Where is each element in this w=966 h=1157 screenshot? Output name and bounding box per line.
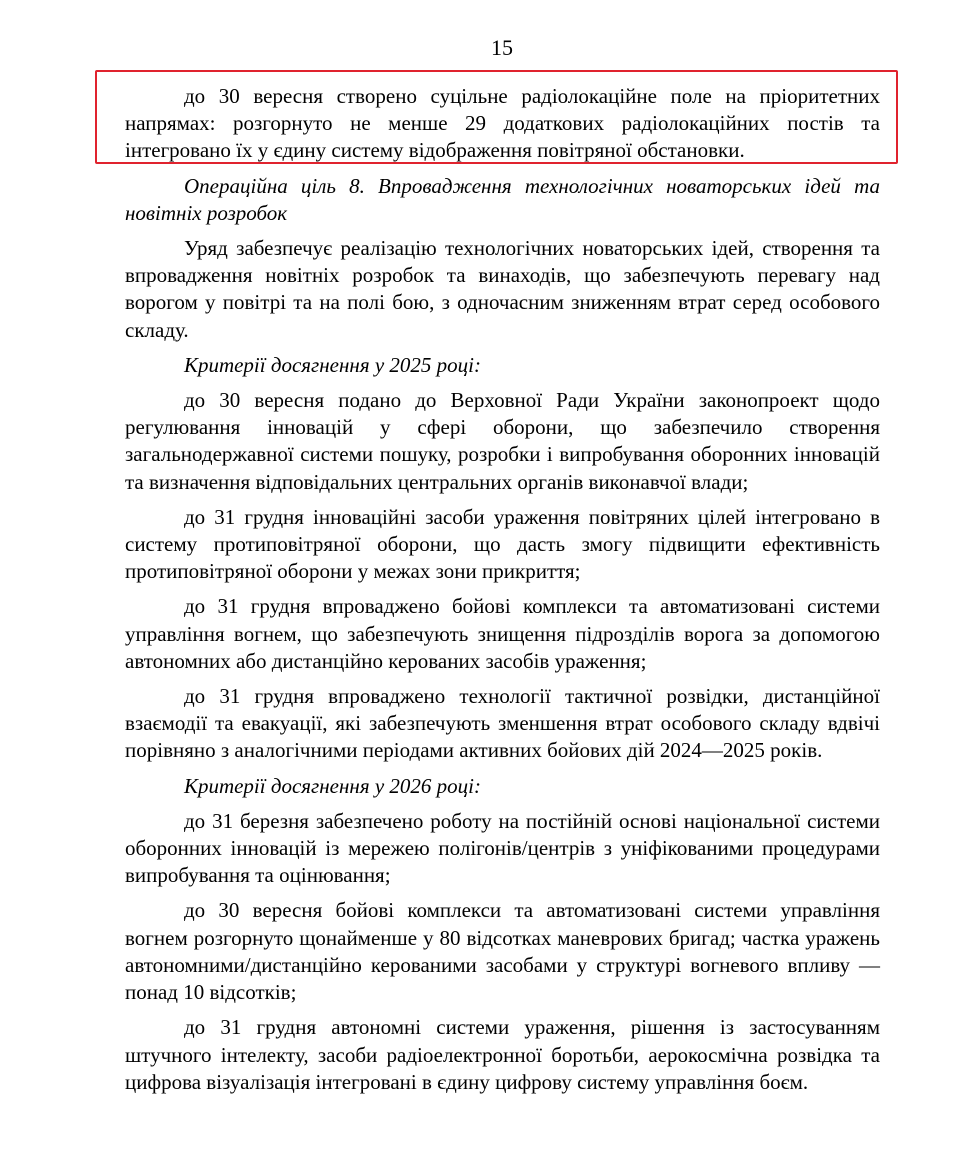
highlighted-paragraph: до 30 вересня створено суцільне радіолокаційне поле на пріоритетних напрямах: розгорнуто не менше 29 додаткових радіолокаційних постів та інтегровано їх у єдину систему відображення повітряної обстановки.	[125, 84, 880, 163]
objective-heading: Операційна ціль 8. Впровадження технологічних новаторських ідей та новітніх розробок	[125, 173, 880, 225]
criteria-2026-heading: Критерії досягнення у 2026 році:	[184, 773, 481, 798]
criteria-2025-item: до 30 вересня подано до Верховної Ради України законопроект щодо регулювання інновацій у сфері оборони, що забезпечило створення загальнодержавної системи пошуку, розробки і випробування оборонних інновацій та визначення відповідальних центральних органів виконавчої влади;	[125, 388, 880, 494]
criteria-2025-item: до 31 грудня інноваційні засоби ураження повітряних цілей інтегровано в систему протиповітряної оборони, що дасть змогу підвищити ефективність протиповітряної оборони у межах зони прикриття;	[125, 504, 880, 584]
criteria-2026-item: до 31 березня забезпечено роботу на постійній основі національної системи оборонних інновацій із мережею полігонів/центрів з уніфікованими процедурами випробування та оцінювання;	[125, 808, 880, 888]
criteria-2026-item: до 30 вересня бойові комплекси та автоматизовані системи управління вогнем розгорнуто щонайменше у 80 відсотках маневрових бригад; частка уражень автономними/дистанційно керованими засобами у структурі вогневого впливу — понад 10 відсотків;	[125, 898, 880, 1005]
objective-intro: Уряд забезпечує реалізацію технологічних новаторських ідей, створення та впровадження новітніх розробок та винаходів, що забезпечують перевагу над ворогом у повітрі та на полі бою, з одночасним зниженням втрат серед особового складу.	[125, 236, 880, 342]
document-body	[125, 83, 880, 1096]
criteria-2025-item: до 31 грудня впроваджено технології тактичної розвідки, дистанційної взаємодії та евакуації, які забезпечують зменшення втрат особового складу вдвічі порівняно з аналогічними періодами активних бойових дій 2024—2025 років.	[125, 684, 880, 763]
criteria-2026-item: до 31 грудня автономні системи ураження, рішення із застосуванням штучного інтелекту, засоби радіоелектронної боротьби, аерокосмічна розвідка та цифрова візуалізація інтегровані в єдину цифрову систему управління боєм.	[125, 1015, 880, 1094]
criteria-2025-heading: Критерії досягнення у 2025 році:	[184, 352, 481, 377]
criteria-2025-item: до 31 грудня впроваджено бойові комплекси та автоматизовані системи управління вогнем, що забезпечують знищення підрозділів ворога за допомогою автономних або дистанційно керованих засобів ураження;	[125, 594, 880, 673]
page-number: 15	[491, 35, 513, 60]
